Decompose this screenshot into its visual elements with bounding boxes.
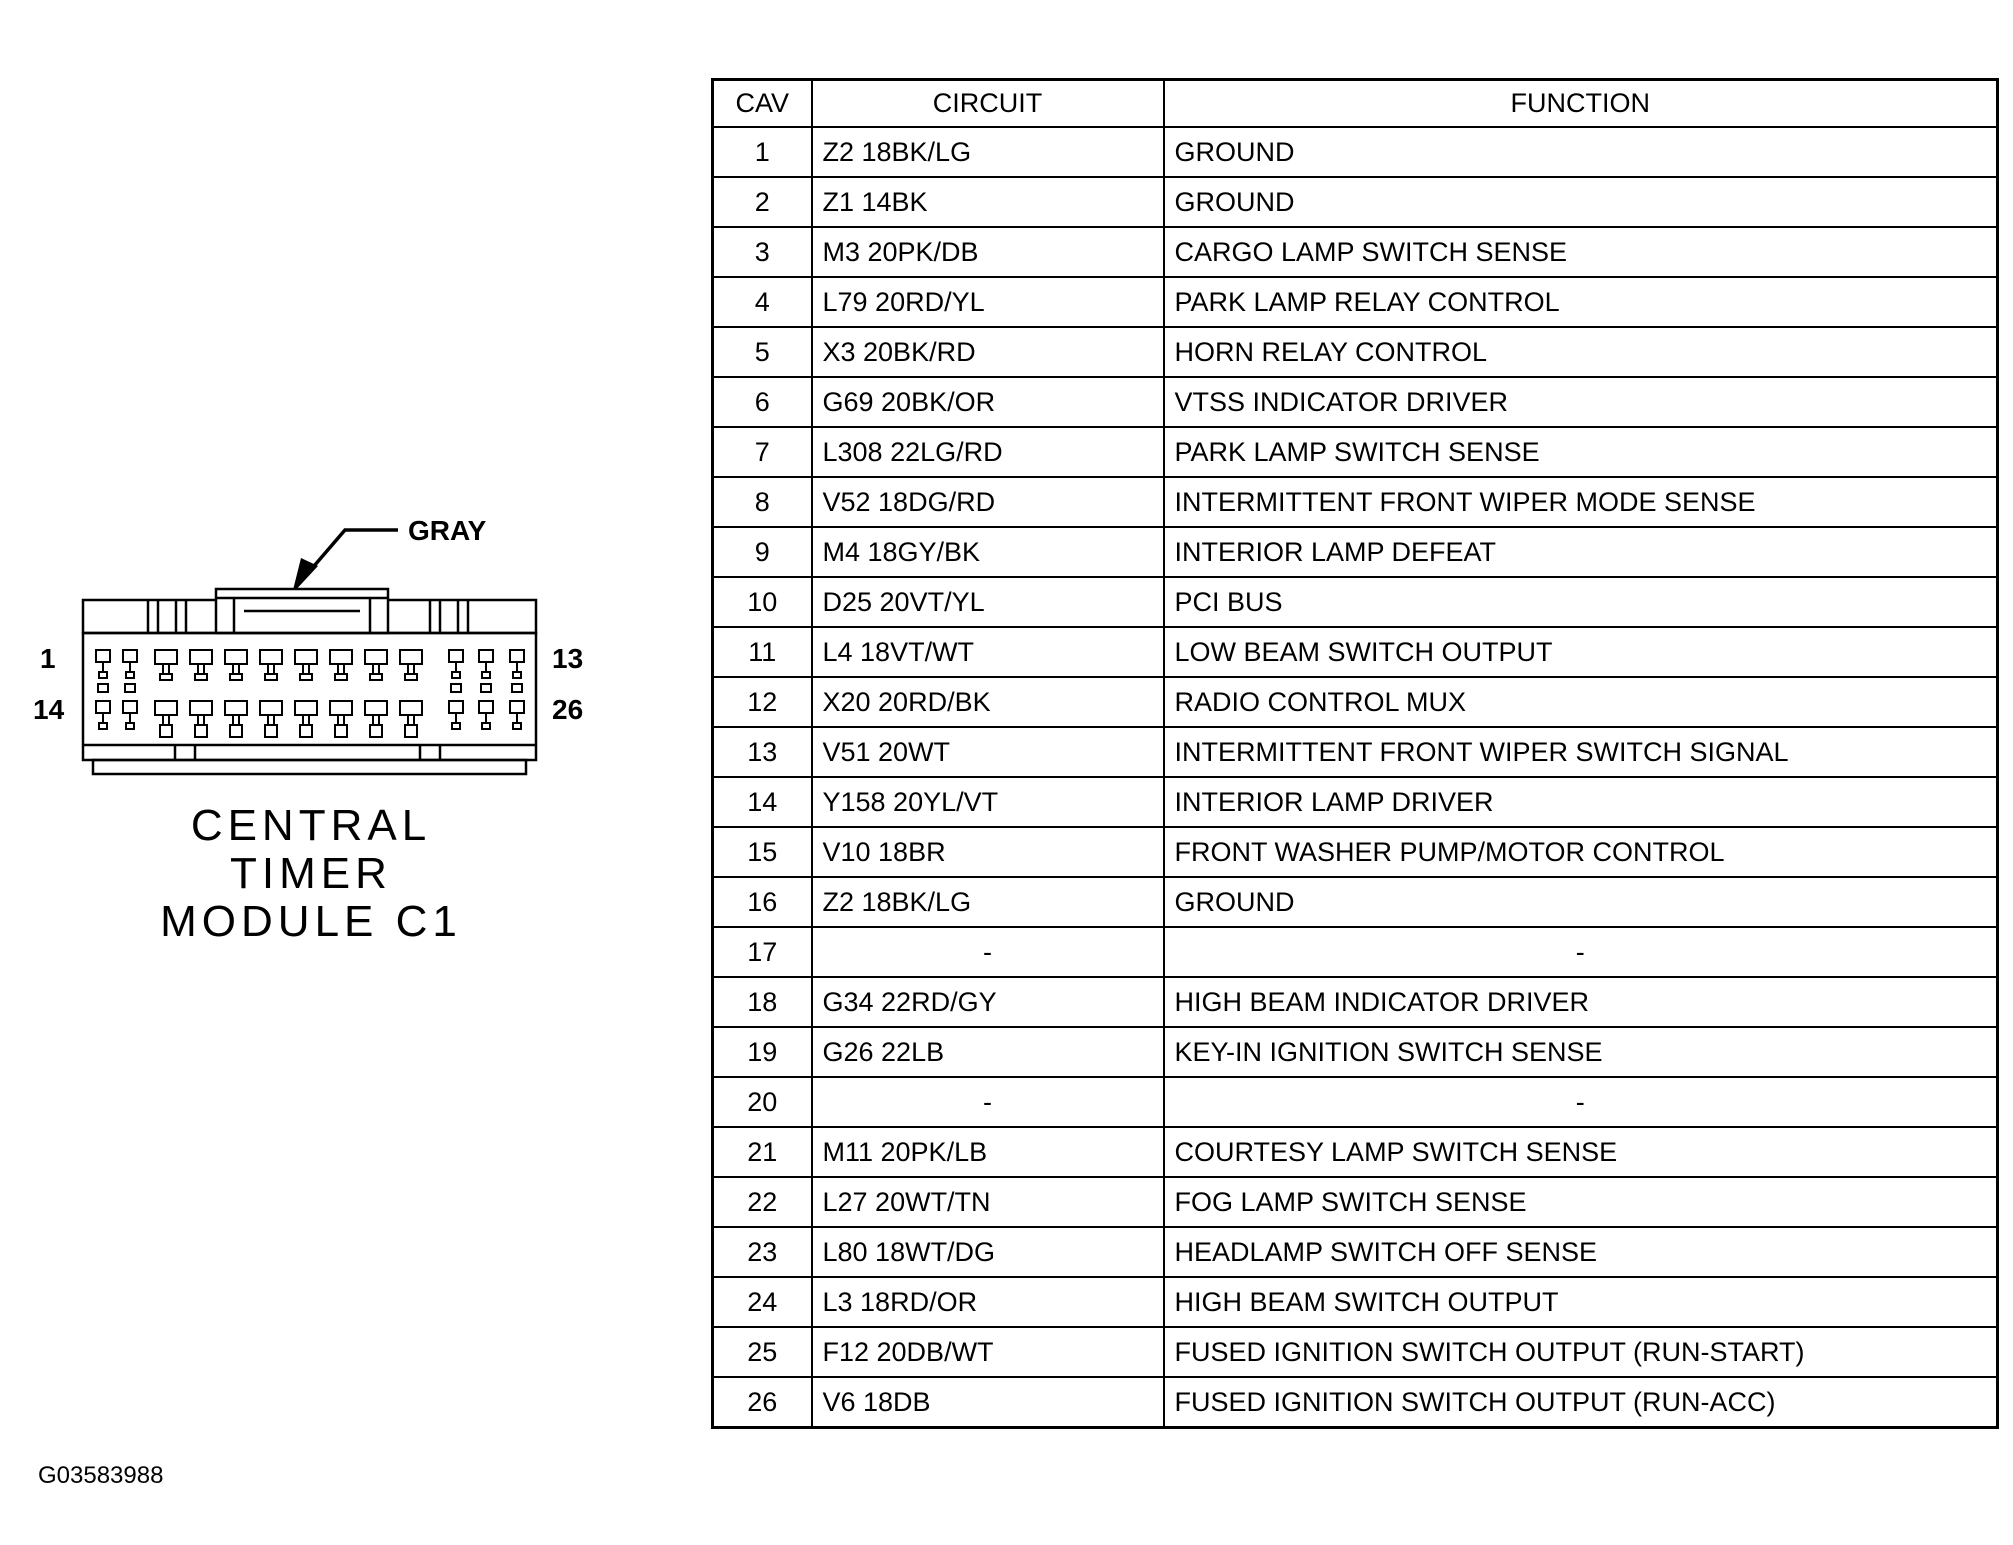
cell-circuit: X3 20BK/RD [812,327,1164,377]
cavity-shape [160,674,172,680]
cavity-shape [265,725,277,737]
cavity-shape [160,725,172,737]
cell-cav: 19 [713,1027,812,1077]
cell-circuit: L27 20WT/TN [812,1177,1164,1227]
cell-circuit: Z2 18BK/LG [812,877,1164,927]
cavity-shape [400,650,422,664]
cavity-shape [370,674,382,680]
cell-cav: 26 [713,1377,812,1428]
cell-function: GROUND [1164,877,1998,927]
cell-circuit: L308 22LG/RD [812,427,1164,477]
pin-label-1: 1 [40,643,56,674]
pin-label-13: 13 [552,643,584,674]
cell-cav: 20 [713,1077,812,1127]
table-row [713,327,1998,377]
cavity-shape [451,684,461,692]
cell-cav: 4 [713,277,812,327]
cell-circuit: G26 22LB [812,1027,1164,1077]
connector-caption-line-3: MODULE C1 [160,897,462,946]
cell-cav: 16 [713,877,812,927]
table-row [713,377,1998,427]
pin-label-26: 26 [552,694,584,725]
cell-circuit: V52 18DG/RD [812,477,1164,527]
cavity-shape [123,701,137,713]
color-leader-line [308,530,398,573]
cell-function: HORN RELAY CONTROL [1164,327,1998,377]
pin-label-14: 14 [33,694,65,725]
cell-cav: 7 [713,427,812,477]
cell-cav: 1 [713,127,812,177]
cavity-shape [405,674,417,680]
table-row [713,527,1998,577]
cell-function: PARK LAMP SWITCH SENSE [1164,427,1998,477]
cavity-shape [400,701,422,715]
cavity-shape [370,725,382,737]
cavity-shape [98,684,108,692]
cavity-shape [126,723,134,729]
cell-function: CARGO LAMP SWITCH SENSE [1164,227,1998,277]
table-row [713,927,1998,977]
cell-function: - [1164,927,1998,977]
pin-assignment-table [711,78,1999,1429]
table-row [713,627,1998,677]
cell-cav: 25 [713,1327,812,1377]
table-row [713,127,1998,177]
cavity-shape [330,650,352,664]
table-row [713,677,1998,727]
cell-circuit: V51 20WT [812,727,1164,777]
cell-circuit: L3 18RD/OR [812,1277,1164,1327]
cavity-shape [482,723,490,729]
cavity-shape [365,650,387,664]
cell-circuit: X20 20RD/BK [812,677,1164,727]
header-function: FUNCTION [1164,80,1998,128]
cavity-shape [96,701,110,713]
cell-circuit: V10 18BR [812,827,1164,877]
cell-function: GROUND [1164,177,1998,227]
cell-cav: 15 [713,827,812,877]
cavity-shape [195,725,207,737]
table-row [713,1027,1998,1077]
cavity-shape [335,725,347,737]
table-row [713,777,1998,827]
cell-function: FUSED IGNITION SWITCH OUTPUT (RUN-ACC) [1164,1377,1998,1428]
cell-function: LOW BEAM SWITCH OUTPUT [1164,627,1998,677]
cell-function: INTERIOR LAMP DEFEAT [1164,527,1998,577]
cavity-shape [125,684,135,692]
cavity-shape [230,725,242,737]
cell-function: FUSED IGNITION SWITCH OUTPUT (RUN-START) [1164,1327,1998,1377]
cell-circuit: G34 22RD/GY [812,977,1164,1027]
table-row [713,227,1998,277]
table-row [713,177,1998,227]
connector-body [83,589,536,774]
table-row [713,1327,1998,1377]
cell-cav: 11 [713,627,812,677]
cavity-shape [481,684,491,692]
cavity-shape [513,672,521,678]
cell-circuit: M4 18GY/BK [812,527,1164,577]
cell-cav: 21 [713,1127,812,1177]
cell-cav: 10 [713,577,812,627]
cavity-shape [512,684,522,692]
connector-caption-line-2: TIMER [230,849,392,898]
cavity-shape [510,701,524,713]
cavity-shape [300,674,312,680]
cell-circuit: - [812,1077,1164,1127]
cell-circuit: L4 18VT/WT [812,627,1164,677]
cavity-shape [260,701,282,715]
table-row [713,727,1998,777]
cell-function: INTERMITTENT FRONT WIPER SWITCH SIGNAL [1164,727,1998,777]
cell-function: HEADLAMP SWITCH OFF SENSE [1164,1227,1998,1277]
cavity-shape [479,701,493,713]
cavity-shape [155,650,177,664]
cell-function: FRONT WASHER PUMP/MOTOR CONTROL [1164,827,1998,877]
cell-cav: 14 [713,777,812,827]
cell-circuit: V6 18DB [812,1377,1164,1428]
cavity-shape [96,650,110,662]
cavity-shape [190,701,212,715]
header-circuit: CIRCUIT [812,80,1164,128]
cell-circuit: - [812,927,1164,977]
cell-circuit: F12 20DB/WT [812,1327,1164,1377]
cell-circuit: L79 20RD/YL [812,277,1164,327]
table-row [713,1127,1998,1177]
cell-circuit: Y158 20YL/VT [812,777,1164,827]
cell-circuit: Z2 18BK/LG [812,127,1164,177]
cell-circuit: M3 20PK/DB [812,227,1164,277]
cell-function: KEY-IN IGNITION SWITCH SENSE [1164,1027,1998,1077]
cavity-shape [482,672,490,678]
cell-cav: 2 [713,177,812,227]
cavity-shape [99,672,107,678]
cell-cav: 6 [713,377,812,427]
connector-cavities [96,650,524,737]
cell-function: COURTESY LAMP SWITCH SENSE [1164,1127,1998,1177]
cavity-shape [195,674,207,680]
cell-cav: 22 [713,1177,812,1227]
cell-circuit: L80 18WT/DG [812,1227,1164,1277]
image-code: G03583988 [38,1462,164,1489]
table-row [713,1277,1998,1327]
cavity-shape [513,723,521,729]
cavity-shape [335,674,347,680]
cavity-shape [510,650,524,662]
cavity-shape [230,674,242,680]
cell-function: FOG LAMP SWITCH SENSE [1164,1177,1998,1227]
table-row [713,1227,1998,1277]
cavity-shape [330,701,352,715]
cell-function: INTERMITTENT FRONT WIPER MODE SENSE [1164,477,1998,527]
cavity-shape [225,701,247,715]
cavity-shape [155,701,177,715]
cell-cav: 8 [713,477,812,527]
cavity-shape [260,650,282,664]
cavity-shape [405,725,417,737]
cell-function: GROUND [1164,127,1998,177]
table-row [713,1077,1998,1127]
cell-function: RADIO CONTROL MUX [1164,677,1998,727]
cell-cav: 5 [713,327,812,377]
table-row [713,1177,1998,1227]
cavity-shape [365,701,387,715]
cell-function: PCI BUS [1164,577,1998,627]
cavity-shape [479,650,493,662]
cell-function: - [1164,1077,1998,1127]
header-cav: CAV [713,80,812,128]
table-row [713,477,1998,527]
cavity-shape [449,650,463,662]
cavity-shape [449,701,463,713]
cell-cav: 3 [713,227,812,277]
table-row [713,577,1998,627]
table-header-row [713,80,1998,128]
connector-color-label: GRAY [408,515,487,546]
cavity-shape [123,650,137,662]
cell-function: HIGH BEAM SWITCH OUTPUT [1164,1277,1998,1327]
cell-cav: 17 [713,927,812,977]
cavity-shape [452,672,460,678]
cavity-shape [99,723,107,729]
cell-function: PARK LAMP RELAY CONTROL [1164,277,1998,327]
table-row [713,277,1998,327]
table-row [713,977,1998,1027]
cell-cav: 13 [713,727,812,777]
cavity-shape [265,674,277,680]
cell-cav: 9 [713,527,812,577]
table-row [713,827,1998,877]
cell-cav: 18 [713,977,812,1027]
pin-rows [713,127,1998,1428]
cell-circuit: G69 20BK/OR [812,377,1164,427]
table-row [713,877,1998,927]
cell-function: VTSS INDICATOR DRIVER [1164,377,1998,427]
table-row [713,427,1998,477]
cell-cav: 23 [713,1227,812,1277]
cavity-shape [190,650,212,664]
cell-circuit: M11 20PK/LB [812,1127,1164,1177]
connector-caption-line-1: CENTRAL [190,801,432,850]
cell-circuit: Z1 14BK [812,177,1164,227]
cell-cav: 12 [713,677,812,727]
table-row [713,1377,1998,1428]
cavity-shape [295,701,317,715]
cell-function: INTERIOR LAMP DRIVER [1164,777,1998,827]
cavity-shape [225,650,247,664]
cavity-shape [452,723,460,729]
cell-circuit: D25 20VT/YL [812,577,1164,627]
cell-function: HIGH BEAM INDICATOR DRIVER [1164,977,1998,1027]
cavity-shape [126,672,134,678]
cavity-shape [300,725,312,737]
cell-cav: 24 [713,1277,812,1327]
cavity-shape [295,650,317,664]
